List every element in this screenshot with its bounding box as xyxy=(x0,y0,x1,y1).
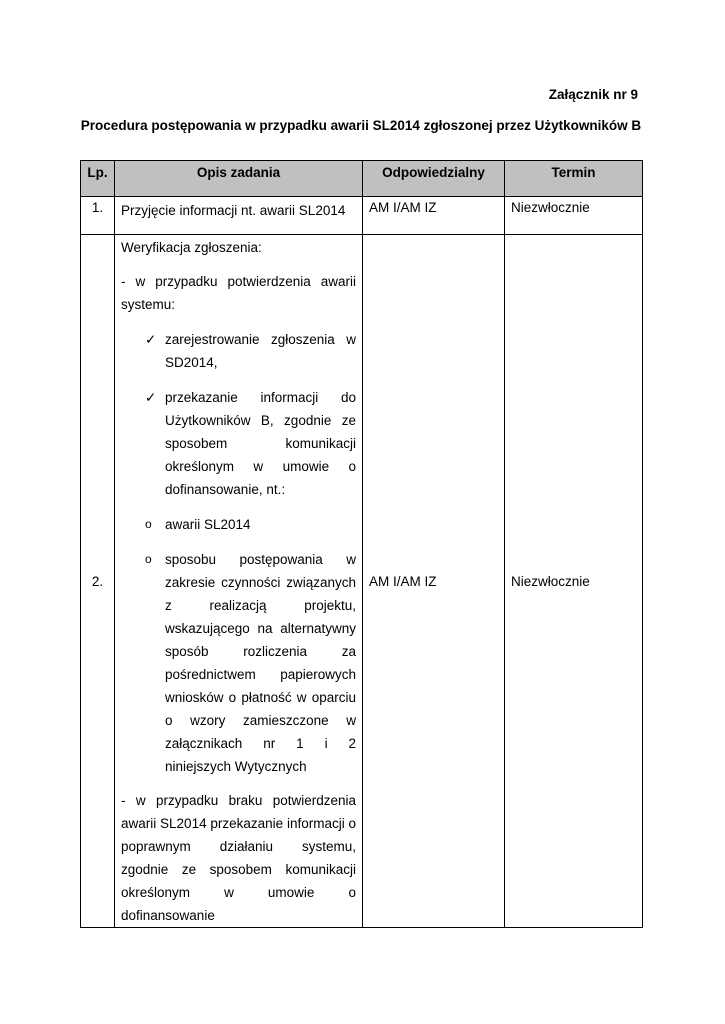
table-row xyxy=(81,235,643,928)
table-header-row xyxy=(81,161,643,197)
check-icon: ✓ xyxy=(145,332,157,347)
list-item xyxy=(121,548,356,778)
annex-label: Załącznik nr 9 xyxy=(548,87,638,102)
deadline-cell: Niezwłocznie xyxy=(505,197,643,235)
column-header-opis: Opis zadania xyxy=(115,161,363,197)
deadline-cell: Niezwłocznie xyxy=(505,235,643,928)
list-item-text: zarejestrowanie zgłoszenia w SD2014, xyxy=(165,332,356,370)
circle-bullet-icon: o xyxy=(145,517,152,531)
column-header-deadline: Termin xyxy=(505,161,643,197)
document-title: Procedura postępowania w przypadku awarii SL2014 zgłoszonej przez Użytkowników B xyxy=(80,118,642,133)
task-description xyxy=(115,235,363,928)
list-item-text: przekazanie informacji do Użytkowników B, zgodnie ze sposobem komunikacji określonym w umowie o dofinansowanie, nt.: xyxy=(165,390,356,497)
circle-bullet-icon: o xyxy=(145,552,152,566)
check-list xyxy=(121,328,356,501)
list-item-text: awarii SL2014 xyxy=(165,517,251,532)
list-item xyxy=(121,513,356,536)
responsible-cell: AM I/AM IZ xyxy=(363,235,505,928)
list-item xyxy=(121,386,356,501)
responsible-cell: AM I/AM IZ xyxy=(363,197,505,235)
row-number: 2. xyxy=(81,235,115,928)
row-number: 1. xyxy=(81,197,115,235)
sub-list xyxy=(121,513,356,778)
procedure-table xyxy=(80,160,643,928)
check-icon: ✓ xyxy=(145,390,157,405)
column-header-responsible: Odpowiedzialny xyxy=(363,161,505,197)
confirmed-case-text: - w przypadku potwierdzenia awarii systemu: xyxy=(121,274,356,312)
column-header-lp: Lp. xyxy=(81,161,115,197)
verification-intro: Weryfikacja zgłoszenia: xyxy=(121,240,262,255)
list-item xyxy=(121,328,356,374)
not-confirmed-case-text: - w przypadku braku potwierdzenia awarii SL2014 przekazanie informacji o poprawnym działaniu systemu, zgodnie ze sposobem komunikacji określonym w umowie o dofinansowanie xyxy=(121,793,356,923)
task-description: Przyjęcie informacji nt. awarii SL2014 xyxy=(115,197,363,235)
list-item-text: sposobu postępowania w zakresie czynności związanych z realizacją projektu, wskazującego na alternatywny sposób rozliczenia za pośrednictwem papierowych wniosków o płatność w oparciu o wzory zamieszczone w załącznikach nr 1 i 2 niniejszych Wytycznych xyxy=(165,552,356,774)
table-row xyxy=(81,197,643,235)
